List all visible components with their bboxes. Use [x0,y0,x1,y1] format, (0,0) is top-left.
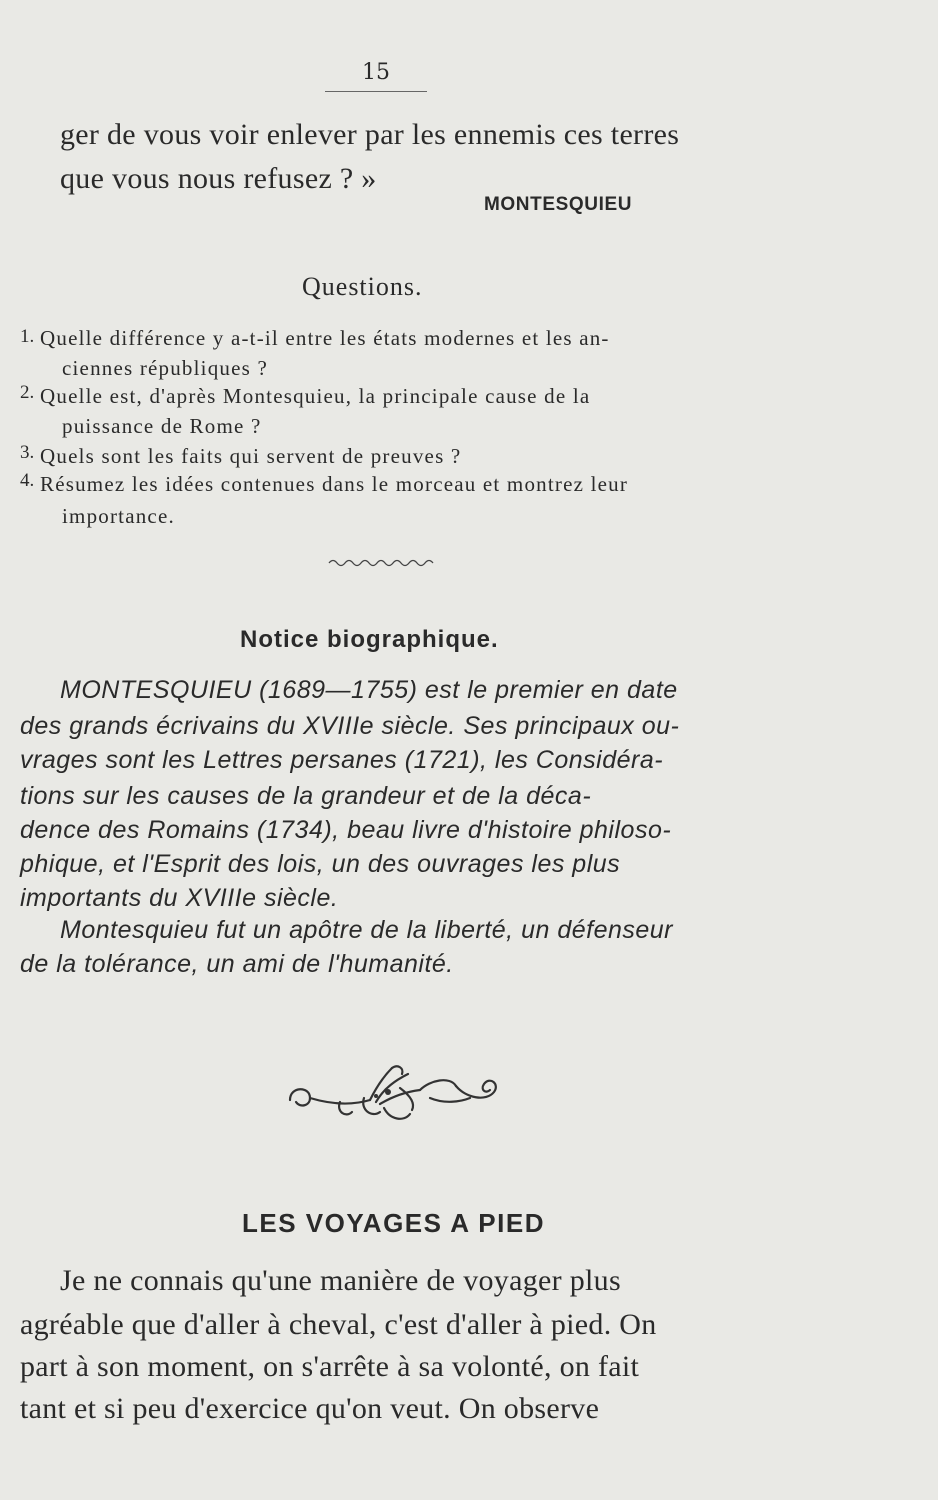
notice-line: MONTESQUIEU (1689—1755) est le premier en date [60,676,678,704]
questions-title: Questions. [302,272,423,301]
essay-line: agréable que d'aller à cheval, c'est d'aller à pied. On [20,1308,657,1341]
wavy-divider-icon [327,556,439,570]
question-text: Quelle est, d'après Montesquieu, la principale cause de la [40,384,591,408]
notice-line: vrages sont les Lettres persanes (1721), les Considéra- [20,746,664,774]
floral-fleuron-icon [280,1058,505,1138]
notice-line: tions sur les causes de la grandeur et de la déca- [20,782,592,810]
notice-line: de la tolérance, un ami de l'humanité. [20,950,454,978]
notice-line: importants du XVIIIe siècle. [20,884,339,912]
question-number: 3. [20,442,35,463]
notice-title: Notice biographique. [240,626,499,653]
question-text: puissance de Rome ? [62,414,262,438]
question-number: 2. [20,382,35,403]
notice-line: phique, et l'Esprit des lois, un des ouvrages les plus [20,850,621,878]
notice-line: Montesquieu fut un apôtre de la liberté, un défenseur [60,916,674,944]
question-text: Quelle différence y a-t-il entre les états modernes et les an- [40,326,610,350]
notice-line: dence des Romains (1734), beau livre d'histoire philoso- [20,816,672,844]
essay-line: tant et si peu d'exercice qu'on veut. On observe [20,1392,600,1425]
essay-title: LES VOYAGES A PIED [242,1208,545,1238]
essay-line: Je ne connais qu'une manière de voyager plus [60,1264,621,1297]
question-number: 4. [20,470,35,491]
author-attribution: MONTESQUIEU [484,194,633,215]
question-text: importance. [62,504,175,528]
quote-line: ger de vous voir enlever par les ennemis ces terres [60,118,680,151]
question-number: 1. [20,326,35,347]
essay-line: part à son moment, on s'arrête à sa volonté, on fait [20,1350,640,1383]
quote-line: que vous nous refusez ? » [60,162,377,195]
page-number: 15 [325,60,427,92]
question-text: Résumez les idées contenues dans le morceau et montrez leur [40,472,629,496]
question-text: Quels sont les faits qui servent de preuves ? [40,444,462,468]
notice-line: des grands écrivains du XVIIIe siècle. Ses principaux ou- [20,712,680,740]
question-text: ciennes républiques ? [62,356,268,380]
